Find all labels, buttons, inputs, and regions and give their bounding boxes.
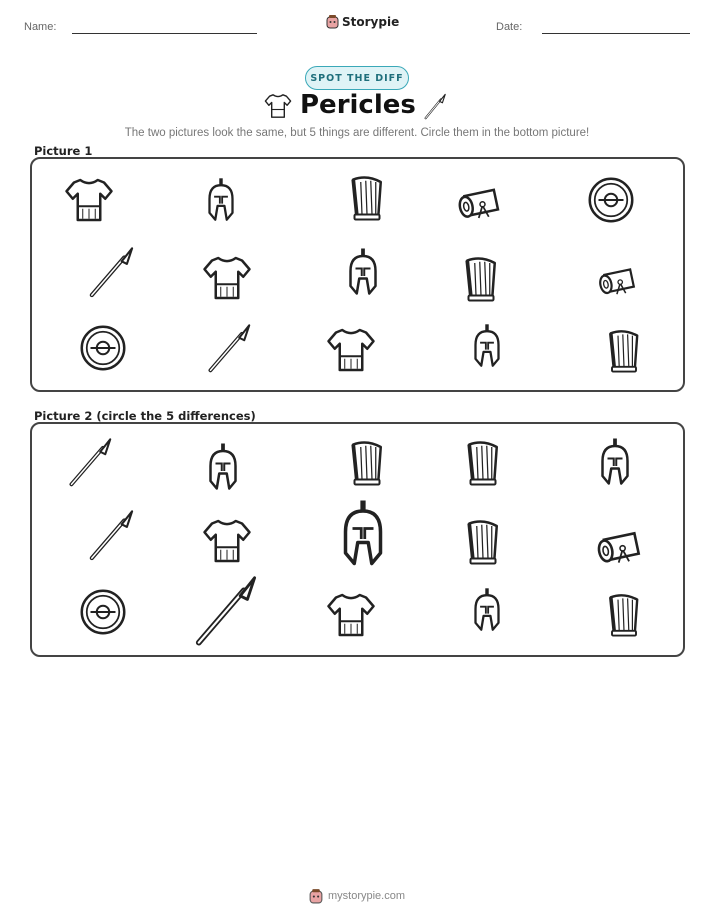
spear-icon[interactable] <box>188 576 260 648</box>
tunic-icon <box>202 253 252 303</box>
picture-1-label: Picture 1 <box>34 144 93 158</box>
spear-icon <box>420 90 448 124</box>
harp-icon <box>600 326 648 374</box>
spot-the-diff-badge: SPOT THE DIFF <box>305 66 409 90</box>
tunic-icon <box>326 325 376 375</box>
spear-icon[interactable] <box>64 438 114 488</box>
shield-icon[interactable] <box>78 587 128 637</box>
helmet-icon[interactable] <box>198 441 248 491</box>
tunic-icon[interactable] <box>202 516 252 566</box>
helmet-icon <box>338 246 388 296</box>
shield-icon <box>78 323 128 373</box>
footer <box>0 888 714 907</box>
helmet-icon[interactable] <box>464 586 510 632</box>
scroll-icon <box>596 259 640 303</box>
name-label: Name: <box>24 21 57 33</box>
helmet-icon <box>198 176 244 222</box>
tunic-icon[interactable] <box>326 590 376 640</box>
scroll-icon <box>455 178 505 228</box>
scroll-icon[interactable] <box>594 521 646 573</box>
harp-icon[interactable] <box>458 516 508 566</box>
brand-logo <box>326 14 399 29</box>
page-title: Pericles <box>300 90 416 120</box>
harp-icon[interactable] <box>458 437 508 487</box>
tunic-icon <box>64 175 114 225</box>
tunic-icon <box>264 91 292 121</box>
storypie-mascot-icon <box>309 888 323 904</box>
instructions-text: The two pictures look the same, but 5 things are different. Circle them in the bottom picture! <box>124 127 590 139</box>
spear-icon[interactable] <box>84 510 136 562</box>
picture-2-label: Picture 2 (circle the 5 differences) <box>34 409 256 423</box>
shield-icon <box>586 175 636 225</box>
spear-icon <box>84 247 136 299</box>
harp-icon <box>456 253 506 303</box>
helmet-icon <box>464 322 510 368</box>
harp-icon[interactable] <box>600 590 648 638</box>
brand-name: Storypie <box>342 14 400 29</box>
helmet-icon[interactable] <box>328 497 398 567</box>
harp-icon[interactable] <box>342 437 392 487</box>
date-label: Date: <box>496 21 523 33</box>
harp-icon <box>342 172 392 222</box>
name-line[interactable] <box>72 33 257 34</box>
helmet-icon[interactable] <box>590 436 640 486</box>
storypie-mascot-icon <box>326 14 339 29</box>
spear-icon <box>203 324 253 374</box>
date-line[interactable] <box>542 33 690 34</box>
footer-url: mystorypie.com <box>327 890 406 902</box>
